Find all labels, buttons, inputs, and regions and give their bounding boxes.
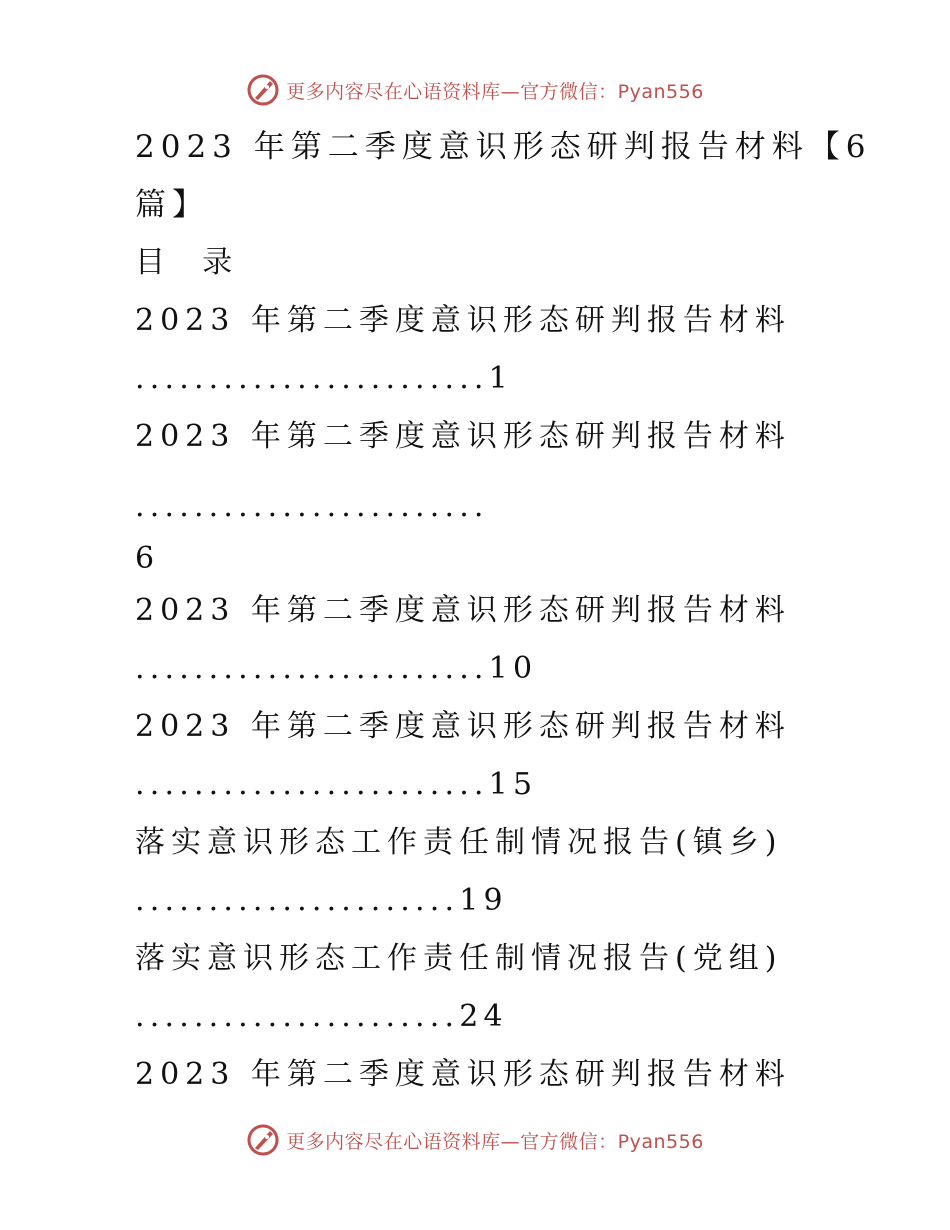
toc-entry-title: 2023 年第二季度意识形态研判报告材料: [135, 593, 791, 628]
toc-leader-dots: ......................: [135, 883, 460, 918]
pen-logo-icon: [246, 73, 280, 107]
toc-page-number: 10: [488, 651, 538, 686]
toc-leader-dots: ......................: [135, 999, 460, 1034]
toc-entry-leader: [135, 640, 815, 698]
toc-leader-dots: ........................: [135, 767, 489, 802]
toc-entry-leader: [135, 756, 815, 814]
toc-leader-dots: ........................: [135, 651, 489, 686]
toc-leader-dots: ........................: [135, 489, 489, 524]
toc-entry-title: 2023 年第二季度意识形态研判报告材料: [135, 303, 791, 338]
document-title-line-2: 篇】: [135, 187, 209, 223]
toc-entry-title: 2023 年第二季度意识形态研判报告材料: [135, 1057, 791, 1092]
watermark-text: 更多内容尽在心语资料库—官方微信：Pyan556: [286, 1130, 704, 1153]
toc-page-number: 1: [488, 361, 513, 396]
toc-entry-title: 2023 年第二季度意识形态研判报告材料: [135, 709, 791, 744]
toc-page-number: 24: [459, 999, 508, 1034]
toc-entry-leader: [135, 350, 815, 408]
toc-leader-dots: ........................: [135, 361, 489, 396]
toc-entry-leader: [135, 988, 815, 1046]
toc-entry-title: 落实意识形态工作责任制情况报告(党组): [135, 941, 783, 976]
document-body: [135, 118, 872, 1104]
toc-entry-title: 落实意识形态工作责任制情况报告(镇乡): [135, 825, 783, 860]
document-title-line-1: 2023 年第二季度意识形态研判报告材料【6: [135, 129, 872, 165]
toc-page-number: 19: [459, 883, 508, 918]
toc-entry-title: 2023 年第二季度意识形态研判报告材料: [135, 419, 791, 454]
toc-heading: 目 录: [135, 245, 239, 280]
toc-page-number: 15: [488, 767, 538, 802]
toc-entry-leader: [135, 872, 815, 930]
pen-logo-icon: [246, 1123, 280, 1157]
watermark-text: 更多内容尽在心语资料库—官方微信：Pyan556: [286, 80, 704, 103]
header-watermark: [0, 70, 950, 110]
footer-watermark: [0, 1120, 950, 1160]
toc-page-number: 6: [135, 541, 161, 576]
